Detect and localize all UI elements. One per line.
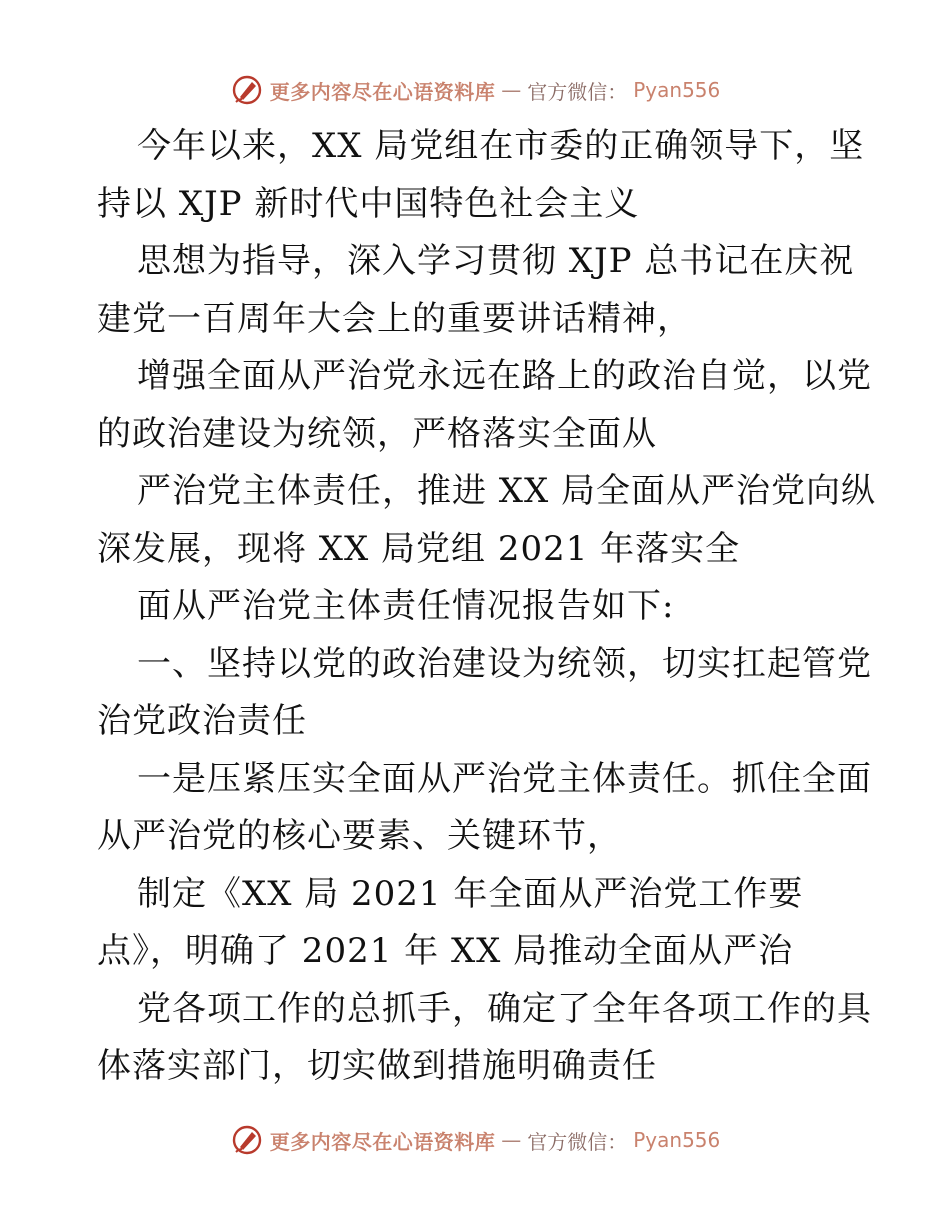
body-text-line: 深发展，现将 XX 局党组 2021 年落实全 — [97, 528, 741, 569]
body-text-line: 点》，明确了 2021 年 XX 局推动全面从严治 — [97, 931, 794, 971]
banner-main-text: 更多内容尽在心语资料库 — [269, 1129, 496, 1154]
body-text-line: 持以 XJP 新时代中国特色社会主义 — [97, 183, 640, 224]
banner-wechat-label: 官方微信： — [527, 1129, 628, 1154]
banner-separator: — — [501, 78, 522, 102]
document-body — [97, 118, 877, 1096]
body-text-line: 一是压紧压实全面从严治党主体责任。抓住全面 — [137, 758, 872, 799]
body-text-line: 从严治党的核心要素、关键环节， — [97, 816, 622, 856]
body-text-line: 思想为指导，深入学习贯彻 XJP 总书记在庆祝 — [137, 241, 855, 281]
body-text-line: 建党一百周年大会上的重要讲话精神， — [97, 298, 692, 339]
pen-nib-logo-icon — [230, 1123, 264, 1157]
pen-nib-logo-icon — [230, 73, 264, 107]
footer-watermark-banner — [0, 1120, 950, 1160]
banner-wechat-id: Pyan556 — [633, 1128, 721, 1152]
banner-separator: — — [501, 1128, 522, 1152]
body-text-line: 制定《XX 局 2021 年全面从严治党工作要 — [137, 873, 804, 914]
body-text-line: 面从严治党主体责任情况报告如下: — [137, 586, 675, 626]
body-text-line: 今年以来，XX 局党组在市委的正确领导下，坚 — [137, 126, 865, 166]
banner-main-text: 更多内容尽在心语资料库 — [269, 79, 496, 104]
body-text-line: 党各项工作的总抓手，确定了全年各项工作的具 — [137, 988, 872, 1029]
header-watermark-banner — [0, 70, 950, 110]
body-text-line: 体落实部门，切实做到措施明确责任 — [97, 1046, 657, 1086]
body-text-line: 治党政治责任 — [97, 701, 307, 741]
body-text-line: 一、坚持以党的政治建设为统领，切实扛起管党 — [137, 643, 872, 684]
body-text-line: 的政治建设为统领，严格落实全面从 — [97, 413, 657, 454]
banner-wechat-id: Pyan556 — [633, 78, 721, 102]
body-text-line: 严治党主体责任，推进 XX 局全面从严治党向纵 — [137, 471, 877, 511]
banner-wechat-label: 官方微信： — [527, 79, 628, 104]
body-text-line: 增强全面从严治党永远在路上的政治自觉，以党 — [137, 356, 872, 396]
